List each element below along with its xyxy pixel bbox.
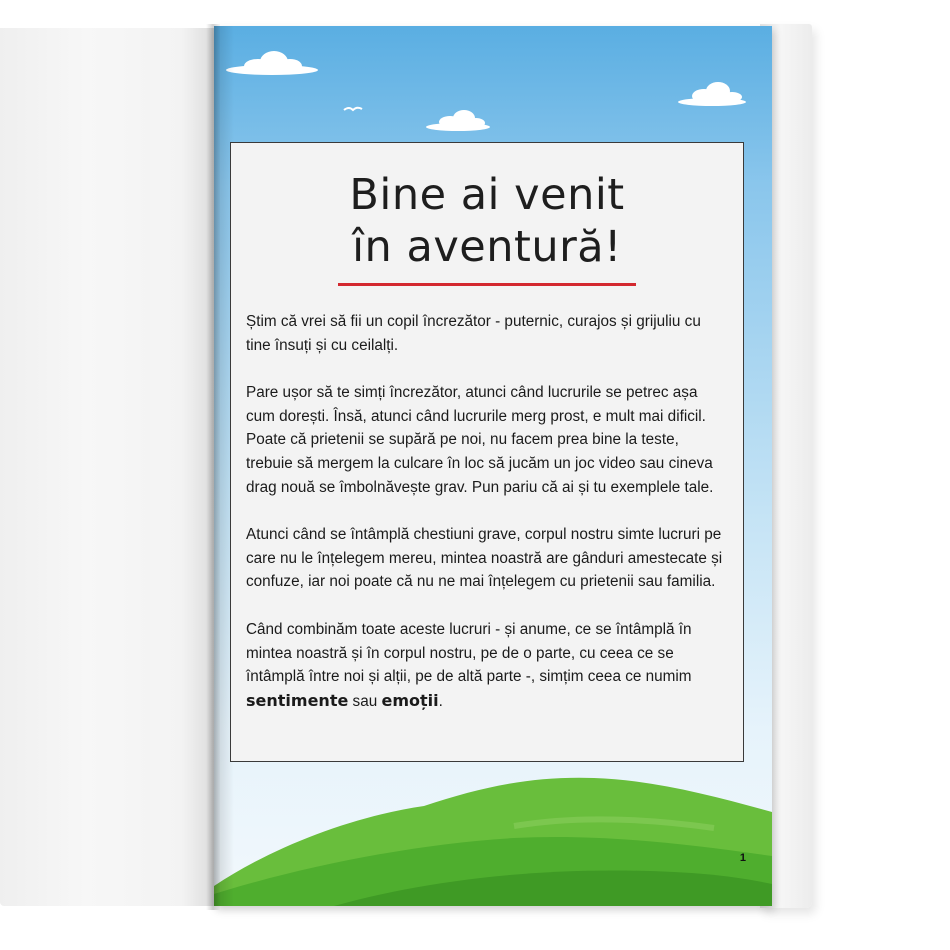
title-line-1: Bine ai venit (349, 170, 625, 220)
book-page (214, 26, 772, 906)
paragraph-2: Pare ușor să te simți încrezător, atunci când lucrurile se petrec așa cum dorești. Însă, atunci când lucrurile merg prost, e mult mai dificil. Poate că prietenii se supără pe noi, nu facem prea bine la teste, trebuie să mergem la culcare în loc să jucăm un joc video sau cineva drag nouă se îmbolnăvește grav. Pun pariu că ai și tu exemplele tale. (246, 384, 714, 496)
title-underline (338, 283, 636, 286)
page-title (231, 169, 743, 273)
sky-clouds-illustration (214, 26, 772, 146)
body-text (231, 310, 743, 713)
title-line-2: în aventură! (352, 222, 622, 272)
paragraph-3: Atunci când se întâmplă chestiuni grave, corpul nostru simte lucruri pe care nu le înțelegem mereu, mintea noastră are gânduri amestecate și confuze, iar noi poate că nu ne mai înțelegem cu prietenii sau familia. (246, 526, 723, 591)
paragraph-4-text: Când combinăm toate aceste lucruri - și anume, ce se întâmplă în mintea noastră și în corpul nostru, pe de o parte, cu ceea ce se întâmplă între noi și alții, pe de altă parte -, simțim ceea ce numim (246, 620, 692, 686)
green-hills-illustration (214, 766, 772, 906)
paragraph-4-end: . (438, 692, 443, 710)
paragraph-4-connector: sau (348, 692, 382, 710)
emphasis-sentimente: sentimente (246, 690, 349, 710)
paragraph-4 (246, 618, 729, 713)
page-number: 1 (739, 852, 746, 864)
book-spine-shadow (206, 24, 220, 910)
content-box (230, 142, 744, 762)
left-page (0, 28, 214, 906)
emphasis-emotii: emoții (381, 690, 439, 710)
paragraph-1: Știm că vrei să fii un copil încrezător - puternic, curajos și grijuliu cu tine însuți și cu ceilalți. (246, 313, 701, 354)
